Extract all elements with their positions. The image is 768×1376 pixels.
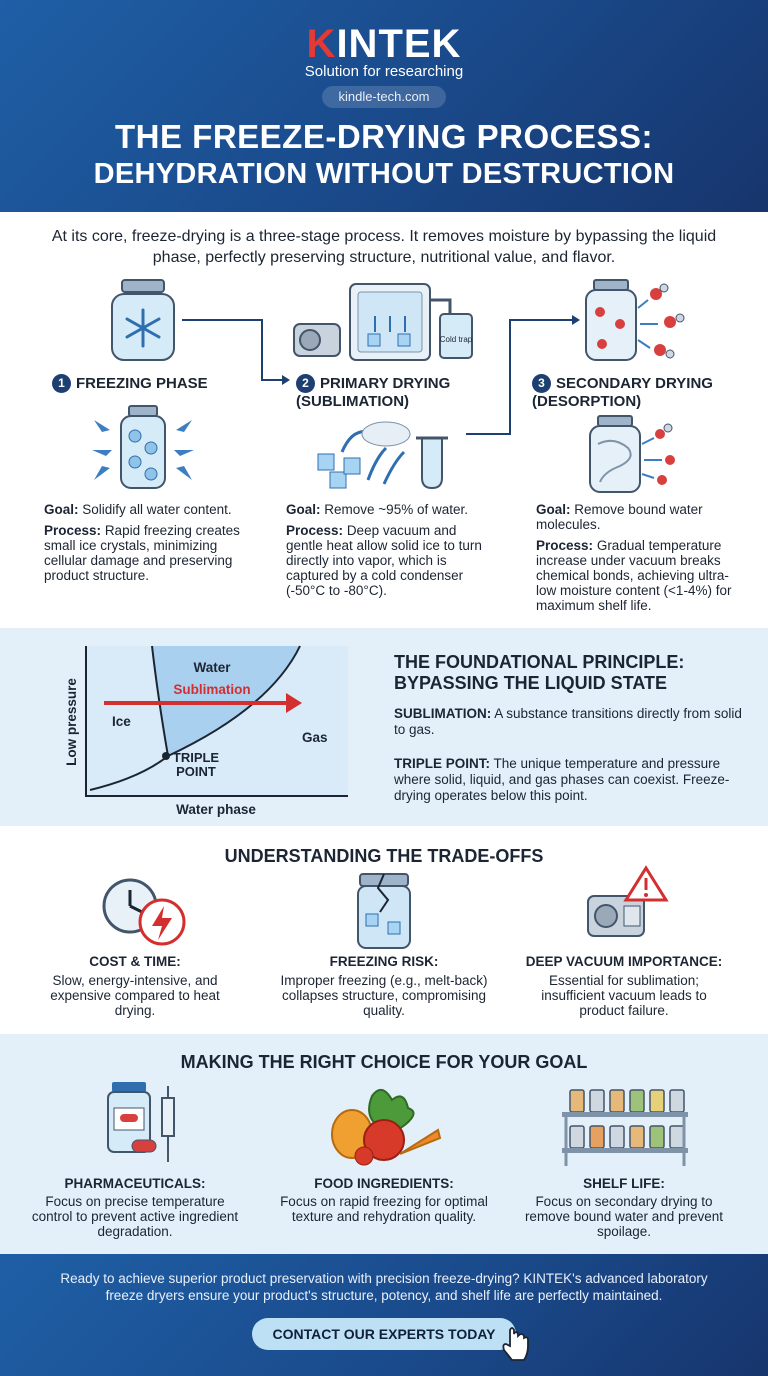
medicine-bottle-syringe-icon <box>104 1080 188 1164</box>
triple-point-label-1: TRIPLE <box>172 750 220 765</box>
freeze-dryer-machine-icon <box>290 280 480 364</box>
page-title-line1: THE FREEZE-DRYING PROCESS: <box>115 118 653 155</box>
vacuum-pump-warning-icon <box>584 866 668 944</box>
website-link[interactable]: kindle-tech.com <box>322 86 446 108</box>
stage2-number: 2 <box>296 374 315 393</box>
phase-ylabel: Low pressure <box>64 678 79 766</box>
phase-xlabel: Water phase <box>176 802 256 817</box>
footer-text: Ready to achieve superior product preservation with precision freeze-drying? KINTEK's advanced laboratory freeze dryers ensure your product's structure, potency, and shelf life are perfectly maintained. <box>60 1271 708 1303</box>
principle-title: THE FOUNDATIONAL PRINCIPLE: BYPASSING THE LIQUID STATE <box>394 652 685 693</box>
logo-k-mark: K <box>306 22 337 66</box>
cracked-jar-icon <box>354 872 414 950</box>
freezing-jar-icon <box>88 404 198 494</box>
stage1-title: 1 FREEZING PHASE <box>52 374 208 393</box>
region-water: Water <box>193 660 231 675</box>
logo-rest: INTEK <box>336 22 462 66</box>
triple-point-label-2: POINT <box>176 764 216 779</box>
region-gas: Gas <box>302 730 328 745</box>
tradeoffs-title: UNDERSTANDING THE TRADE-OFFS <box>224 846 544 866</box>
stage3-description: Goal: Remove bound water molecules. Process: Gradual temperature increase under vacuum breaks chemical bonds, achieving ultra-low moisture content (<1-4%) for maximum shelf life. <box>536 502 732 613</box>
clock-lightning-icon <box>100 874 190 948</box>
tradeoff-1-title: COST & TIME: <box>89 954 181 969</box>
drying-jar-icon <box>586 414 686 496</box>
tradeoff-1-text: Slow, energy-intensive, and expensive compared to heat drying. <box>50 973 220 1018</box>
stage1-description: Goal: Solidify all water content. Process: Rapid freezing creates small ice crystals, minimizing cellular damage and preserving product structure. <box>44 502 240 583</box>
tradeoff-2-text: Improper freezing (e.g., melt-back) collapses structure, compromising quality. <box>280 973 488 1018</box>
sublimation-definition: SUBLIMATION: A substance transitions directly from solid to gas. <box>394 706 742 737</box>
intro-text: At its core, freeze-drying is a three-stage process. It removes moisture by bypassing the liquid phase, perfectly preserving structure, nutritional value, and flavor. <box>51 228 717 266</box>
tradeoff-3-title: DEEP VACUUM IMPORTANCE: <box>525 954 723 969</box>
cursor-hand-icon <box>500 1326 530 1362</box>
snowflake-jar-icon <box>108 280 178 362</box>
tradeoff-3-text: Essential for sublimation; insufficient vacuum leads to product failure. <box>541 973 707 1018</box>
tagline: Solution for researching <box>304 63 464 80</box>
vegetables-icon <box>322 1082 446 1166</box>
triple-point-definition: TRIPLE POINT: The unique temperature and pressure where solid, liquid, and gas phases can coexist. Freeze-drying operates below this point. <box>394 756 730 803</box>
region-ice: Ice <box>112 714 131 729</box>
contact-experts-button[interactable]: CONTACT OUR EXPERTS TODAY <box>252 1318 516 1350</box>
cold-trap-label: Cold trap <box>439 335 473 344</box>
choice-2-text: Focus on rapid freezing for optimal texture and rehydration quality. <box>280 1194 488 1224</box>
stage2-description: Goal: Remove ~95% of water. Process: Deep vacuum and gentle heat allow solid ice to turn directly into vapor, which is captured by a cold condenser (-50°C to -80°C). <box>286 502 482 598</box>
page-title-line2: DEHYDRATION WITHOUT DESTRUCTION <box>93 158 675 190</box>
choice-3-text: Focus on secondary drying to remove bound water and prevent spoilage. <box>524 1194 724 1239</box>
sublimation-icon <box>312 418 472 498</box>
choice-1-title: PHARMACEUTICALS: <box>64 1176 206 1191</box>
jar-shelves-icon <box>560 1084 690 1166</box>
phase-diagram <box>40 638 358 820</box>
tradeoff-2-title: FREEZING RISK: <box>329 954 439 969</box>
choice-1-text: Focus on precise temperature control to prevent active ingredient degradation. <box>31 1194 239 1239</box>
stage3-title: 3 SECONDARY DRYING (DESORPTION) <box>532 375 713 410</box>
stage1-number: 1 <box>52 374 71 393</box>
stage2-title: 2 PRIMARY DRYING (SUBLIMATION) <box>296 375 451 410</box>
stage3-number: 3 <box>532 374 551 393</box>
choices-title: MAKING THE RIGHT CHOICE FOR YOUR GOAL <box>180 1052 588 1072</box>
choice-2-title: FOOD INGREDIENTS: <box>314 1176 454 1191</box>
sublimation-arrow-label: Sublimation <box>173 682 251 697</box>
molecule-jar-icon <box>582 278 692 364</box>
choice-3-title: SHELF LIFE: <box>583 1176 665 1191</box>
